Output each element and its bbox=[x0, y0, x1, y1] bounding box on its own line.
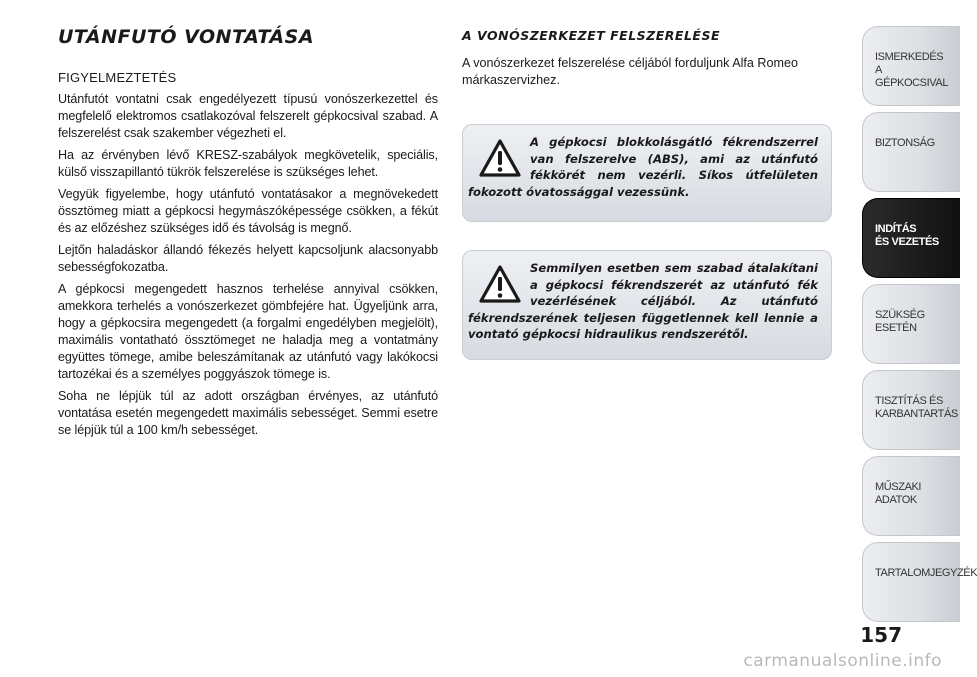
tab-szukseg[interactable] bbox=[862, 284, 960, 364]
warning-triangle-icon bbox=[478, 138, 522, 178]
paragraph: Soha ne lépjük túl az adott országban érvényes, az utánfutó vontatása esetén megengedett maximális sebességet. Semmi esetre se lépjük túl a 100 km/h sebességet. bbox=[58, 389, 438, 437]
right-column bbox=[462, 26, 832, 89]
warning-box-brake bbox=[462, 250, 832, 360]
section-title: A VONÓSZERKEZET FELSZERELÉSE bbox=[462, 28, 720, 43]
tab-label: TARTALOMJEGYZÉK bbox=[875, 567, 977, 579]
paragraph: A gépkocsi megengedett hasznos terhelése annyival csökken, amekkora terhelés a vonószerkezet gömbfejére hat. Ügyeljünk arra, hogy a gépkocsira megengedett (a forgalmi engedélyben megjelölt), maximális vontatható össztömeget ne haladja meg a vontatmány együttes tömege, amibe beleszámítanak az utánfutó vagy lakókocsi tartozékai és a személyes poggyászok tömege is. bbox=[58, 282, 438, 381]
tab-label: TISZTÍTÁS ÉS KARBANTARTÁS bbox=[875, 395, 958, 420]
paragraph: Ha az érvényben lévő KRESZ-szabályok megkövetelik, speciális, külső visszapillantó tükrök felszerelése is szükséges lehet. bbox=[58, 148, 438, 179]
tab-inditas[interactable] bbox=[862, 198, 960, 278]
left-column bbox=[58, 26, 438, 444]
tab-label: ISMERKEDÉS A GÉPKOCSIVAL bbox=[875, 51, 949, 89]
paragraph: Utánfutót vontatni csak engedélyezett típusú vonószerkezettel és megfelelő elektromos csatlakozóval felszerelt gépkocsival szabad. A felszerelést csak szakember végezheti el. bbox=[58, 92, 438, 140]
tab-biztonsag[interactable] bbox=[862, 112, 960, 192]
paragraph: Lejtőn haladáskor állandó fékezés helyett kapcsoljunk alacsonyabb sebességfokozatba. bbox=[58, 243, 438, 274]
tab-label: MŰSZAKI ADATOK bbox=[875, 481, 922, 506]
section-text: A vonószerkezet felszerelése céljából forduljunk Alfa Romeo márkaszervizhez. bbox=[462, 56, 799, 87]
tab-muszaki[interactable] bbox=[862, 456, 960, 536]
warning-text: A gépkocsi blokkolásgátló fékrendszerrel van felszerelve (ABS), ami az utánfutó fékkörét nem vezérli. Síkos útfelületen fokozott óvatossággal vezessünk. bbox=[468, 135, 818, 199]
warning-triangle-icon bbox=[478, 264, 522, 304]
tab-tisztitas[interactable] bbox=[862, 370, 960, 450]
tab-tartalom[interactable] bbox=[862, 542, 977, 622]
page-title: UTÁNFUTÓ VONTATÁSA bbox=[58, 26, 315, 48]
warning-label: FIGYELMEZTETÉS bbox=[58, 70, 177, 85]
warning-box-abs bbox=[462, 124, 832, 222]
page-number: 157 bbox=[860, 623, 902, 647]
warning-text: Semmilyen esetben sem szabad átalakítani a gépkocsi fékrendszerét az utánfutó fék vezérlésének céljából. Az utánfutó fékrendszerének teljesen függetlennek kell lennie a vontató gépkocsi hidraulikus rendszerétől. bbox=[468, 261, 818, 341]
tab-ismerkedes[interactable] bbox=[862, 26, 960, 106]
tab-label: SZÜKSÉG ESETÉN bbox=[875, 309, 925, 334]
watermark: carmanualsonline.info bbox=[743, 651, 942, 671]
tab-label: BIZTONSÁG bbox=[875, 137, 935, 149]
paragraph: Vegyük figyelembe, hogy utánfutó vontatásakor a megnövekedett össztömeg miatt a gépkocsi hegymászóképessége csökken, a fékút és az előzéshez szükséges idő és távolság is megnő. bbox=[58, 187, 438, 235]
tab-label: INDÍTÁS ÉS VEZETÉS bbox=[875, 223, 939, 248]
